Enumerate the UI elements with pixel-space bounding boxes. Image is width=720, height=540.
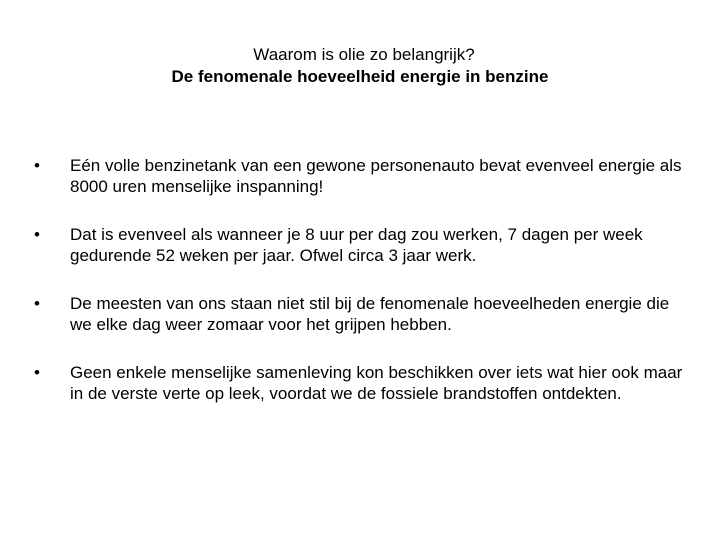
slide-title: Waarom is olie zo belangrijk? <box>253 45 475 64</box>
bullet-item <box>34 362 694 404</box>
bullet-item <box>34 224 694 266</box>
bullet-dot-icon: • <box>34 156 40 175</box>
bullet-dot-icon: • <box>34 294 40 313</box>
bullet-item <box>34 293 694 335</box>
bullet-text: Geen enkele menselijke samenleving kon beschikken over iets wat hier ook maar in de verste verte op leek, voordat we de fossiele brandstoffen ontdekten. <box>70 363 683 403</box>
bullet-list <box>34 155 694 431</box>
title-block <box>0 44 720 88</box>
bullet-item <box>34 155 694 197</box>
bullet-text: Eén volle benzinetank van een gewone personenauto bevat evenveel energie als 8000 uren menselijke inspanning! <box>70 156 682 196</box>
bullet-text: De meesten van ons staan niet stil bij de fenomenale hoeveelheden energie die we elke dag weer zomaar voor het grijpen hebben. <box>70 294 670 334</box>
bullet-dot-icon: • <box>34 363 40 382</box>
slide-subtitle: De fenomenale hoeveelheid energie in benzine <box>171 67 549 86</box>
bullet-dot-icon: • <box>34 225 40 244</box>
bullet-text: Dat is evenveel als wanneer je 8 uur per dag zou werken, 7 dagen per week gedurende 52 weken per jaar. Ofwel circa 3 jaar werk. <box>70 225 643 265</box>
